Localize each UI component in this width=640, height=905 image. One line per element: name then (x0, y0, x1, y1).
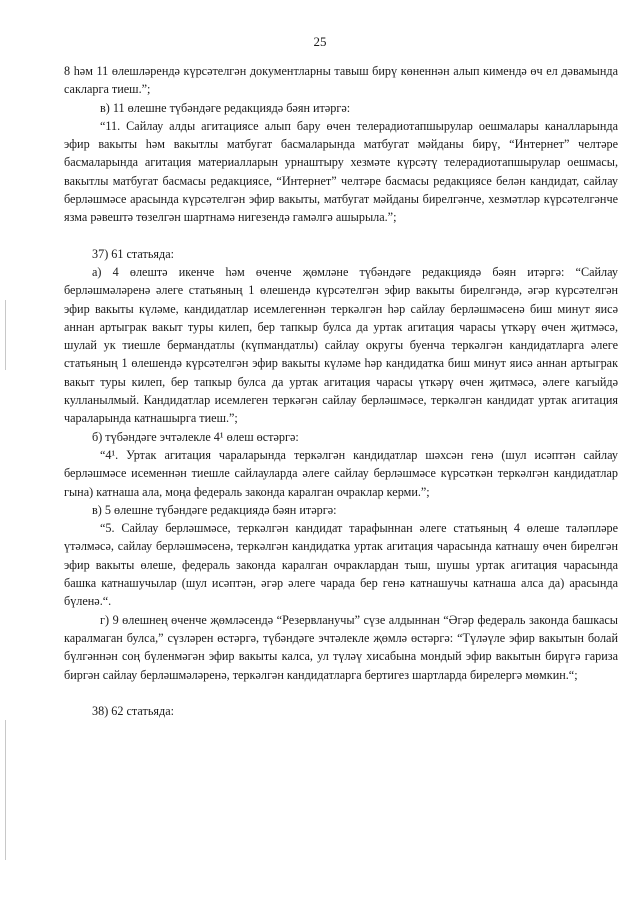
paragraph-item-b: б) түбәндәге эчтәлекле 4¹ өлеш өстәргә: (92, 429, 299, 444)
section-heading-38: 38) 62 статьяда: (92, 703, 174, 718)
paragraph-continuation: 8 һәм 11 өлешләрендә күрсәтелгән документларны тавыш бирү көненнән алып кимендә өч ел дәвамында сакларга тиеш.”; (64, 64, 618, 97)
document-body (64, 62, 618, 720)
page-number: 25 (313, 34, 327, 49)
paragraph-item-v2: в) 5 өлешне түбәндәге редакциядә бәян итәргә: (92, 502, 337, 517)
scan-edge-mark (5, 720, 6, 860)
paragraph-item-a: а) 4 өлештә икенче һәм өченче җөмләне түбәндәге редакциядә бәян итәргә: “Сайлау берләшмәләренә әлеге статьяның 1 өлешендә күрсәтелгән эфир вакыты бирелгәндә, әгәр күрсәтелгән эфир вакыты күләме, кандидатлар исемлегеннән теркәлгән һәр сайлау берләшмәсенә биш минут яисә аннан артыграк вакыт туры килеп, бер тапкыр булса да уртак агитация чарасы үткәрү өчен җитмәсә, шулай ук тиешле бермандатлы (күпмандатлы) сайлау округы буенча теркәлгән кандидатларга әлеге статьяның 1 өлешендә күрсәтелгән эфир вакыты күләме һәр кандидатка биш минут яисә аннан артыграк вакыт туры килеп, бер тапкыр булса да уртак агитация чарасы үткәрү өчен җитмәсә, әлеге кагыйдә кулланылмый. Кандидатлар исемлеген теркәгән сайлау берләшмәсе, теркәлгән кандидат уртак агитация чараларында катнашырга тиеш.”; (64, 264, 618, 426)
section-heading-37: 37) 61 статьяда: (92, 246, 174, 261)
paragraph-gap (64, 227, 618, 245)
paragraph-quote-11: “11. Сайлау алды агитациясе алып бару өчен телерадиотапшырулар оешмалары каналларында эфир вакыты һәм вакытлы матбугат басмаларында матбугат мәйданы бирү, “Интернет” челтәре басмаларында агитация материалларын урнаштыру хезмәте күрсәтү телерадиотапшырулар оешмасы, вакытлы матбугат басмасы редакциясе, “Интернет” челтәре басмасы редакциясе белән кандидат, сайлау берләшмәсе арасында күрсәтелгән эфир вакыты, матбугат мәйданы бирелгәнче, хезмәтләр күрсәтелгәнче язма рәвештә төзелгән шартнамә нигезендә гамәлгә ашырыла.”; (64, 118, 618, 225)
paragraph-item-g: г) 9 өлешнең өченче җөмләсендә “Резервланучы” сүзе алдыннан “Әгәр федераль законда башкасы каралмаган булса,” сүзләрен өстәргә, түбәндәге эчтәлекле җөмлә өстәргә: “Түләүле эфир вакытын болай бүлгәннән соң бүленмәгән эфир вакыты калса, ул түләү хисабына мондый эфир вакытын бирүгә гариза биргән сайлау берләшмәләренә, теркәлгән кандидатларга бертигез шартларда бирелергә мөмкин.“; (64, 612, 618, 682)
paragraph-quote-4-1: “4¹. Уртак агитация чараларында теркәлгән кандидатлар шәхсән генә (шул исәптән сайлау берләшмәсе исеменнән тиешле сайлауларда әлеге сайлау берләшмәсе күрсәткән теркәлгән кандидатлар гына) катнаша ала, моңа федераль законда каралган очраклар керми.”; (64, 447, 618, 499)
paragraph-quote-5: “5. Сайлау берләшмәсе, теркәлгән кандидат тарафыннан әлеге статьяның 4 өлеше таләпләре үтәлмәсә, сайлау берләшмәсенә, теркәлгән кандидатка уртак агитация чарасында катнашу өчен бирелгән эфир вакыты өлеше, федераль законда каралган очраклардан тыш, шушы уртак агитация чарасында башка катнашучылар (шул исәптән, әгәр әлеге чарада бер генә катнашучы катнаша алса да) арасында бүленә.“. (64, 521, 618, 609)
paragraph-gap (64, 684, 618, 702)
paragraph-item-v: в) 11 өлешне түбәндәге редакциядә бәян итәргә: (100, 100, 351, 115)
scan-edge-mark (5, 300, 6, 370)
